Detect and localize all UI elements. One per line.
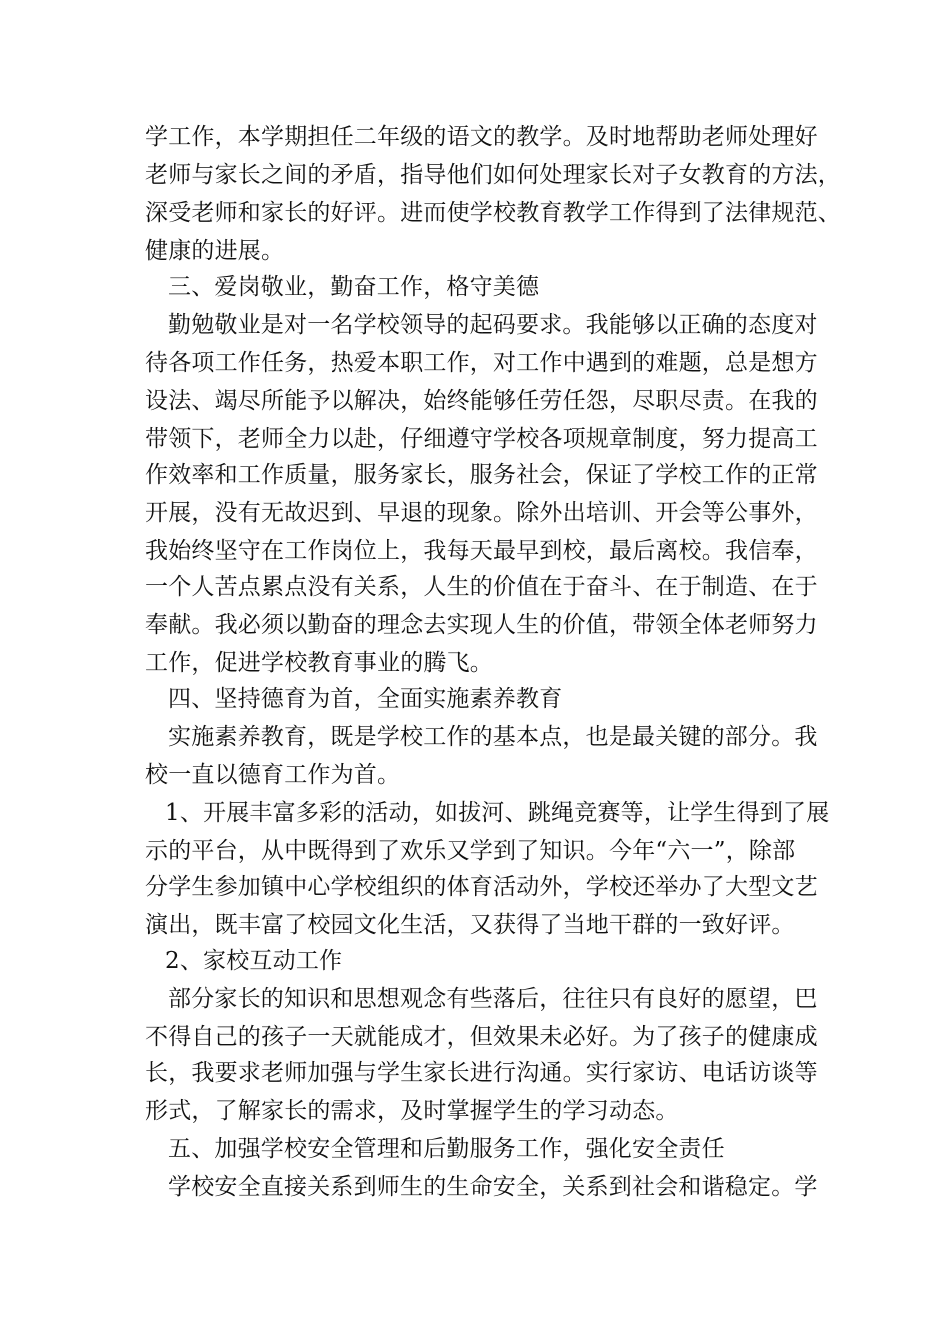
text-line: 示的平台，从中既得到了欢乐又学到了知识。今年“六一”，除部 bbox=[145, 838, 796, 864]
text-line: 学工作，本学期担任二年级的语文的教学。及时地帮助老师处理好 bbox=[145, 124, 818, 150]
text-line: 形式，了解家长的需求，及时掌握学生的学习动态。 bbox=[145, 1098, 679, 1124]
text-line: 待各项工作任务，热爱本职工作，对工作中遇到的难题，总是想方 bbox=[145, 350, 818, 376]
text-line: 老师与家长之间的矛盾，指导他们如何处理家长对子女教育的方法， bbox=[145, 162, 841, 188]
list-item: 1、开展丰富多彩的活动，如拔河、跳绳竞赛等，让学生得到了展 bbox=[165, 800, 830, 826]
text-line: 一个人苦点累点没有关系，人生的价值在于奋斗、在于制造、在于 bbox=[145, 574, 818, 600]
text-line: 部分家长的知识和思想观念有些落后，往往只有良好的愿望，巴 bbox=[168, 986, 818, 1012]
text-line: 设法、竭尽所能予以解决，始终能够任劳任怨，尽职尽责。在我的 bbox=[145, 388, 818, 414]
text-line: 演出，既丰富了校园文化生活，又获得了当地干群的一致好评。 bbox=[145, 912, 795, 938]
text-line: 深受老师和家长的好评。进而使学校教育教学工作得到了法律规范、 bbox=[145, 200, 841, 226]
text-line: 作效率和工作质量，服务家长，服务社会，保证了学校工作的正常 bbox=[145, 462, 818, 488]
text-line: 开展，没有无故迟到、早退的现象。除外出培训、开会等公事外， bbox=[145, 500, 818, 526]
text-line: 长，我要求老师加强与学生家长进行沟通。实行家访、电话访谈等 bbox=[145, 1060, 818, 1086]
text-line: 勤勉敬业是对一名学校领导的起码要求。我能够以正确的态度对 bbox=[168, 312, 818, 338]
text-line: 奉献。我必须以勤奋的理念去实现人生的价值，带领全体老师努力 bbox=[145, 612, 818, 638]
text-line: 带领下，老师全力以赴，仔细遵守学校各项规章制度，努力提高工 bbox=[145, 426, 818, 452]
text-line: 分学生参加镇中心学校组织的体育活动外，学校还举办了大型文艺 bbox=[145, 874, 818, 900]
text-line: 实施素养教育，既是学校工作的基本点，也是最关键的部分。我 bbox=[168, 724, 818, 750]
section-heading: 三、爱岗敬业，勤奋工作，格守美德 bbox=[168, 274, 540, 300]
list-item: 2、家校互动工作 bbox=[165, 948, 343, 974]
text-line: 学校安全直接关系到师生的生命安全，关系到社会和谐稳定。学 bbox=[168, 1174, 818, 1200]
section-heading: 四、坚持德育为首，全面实施素养教育 bbox=[168, 686, 563, 712]
section-heading: 五、加强学校安全管理和后勤服务工作，强化安全责任 bbox=[168, 1136, 725, 1162]
text-line: 校一直以德育工作为首。 bbox=[145, 762, 401, 788]
text-line: 工作，促进学校教育事业的腾飞。 bbox=[145, 650, 493, 676]
text-line: 不得自己的孩子一天就能成才，但效果未必好。为了孩子的健康成 bbox=[145, 1024, 818, 1050]
text-line: 我始终坚守在工作岗位上，我每天最早到校，最后离校。我信奉， bbox=[145, 538, 818, 564]
text-line: 健康的进展。 bbox=[145, 238, 285, 264]
